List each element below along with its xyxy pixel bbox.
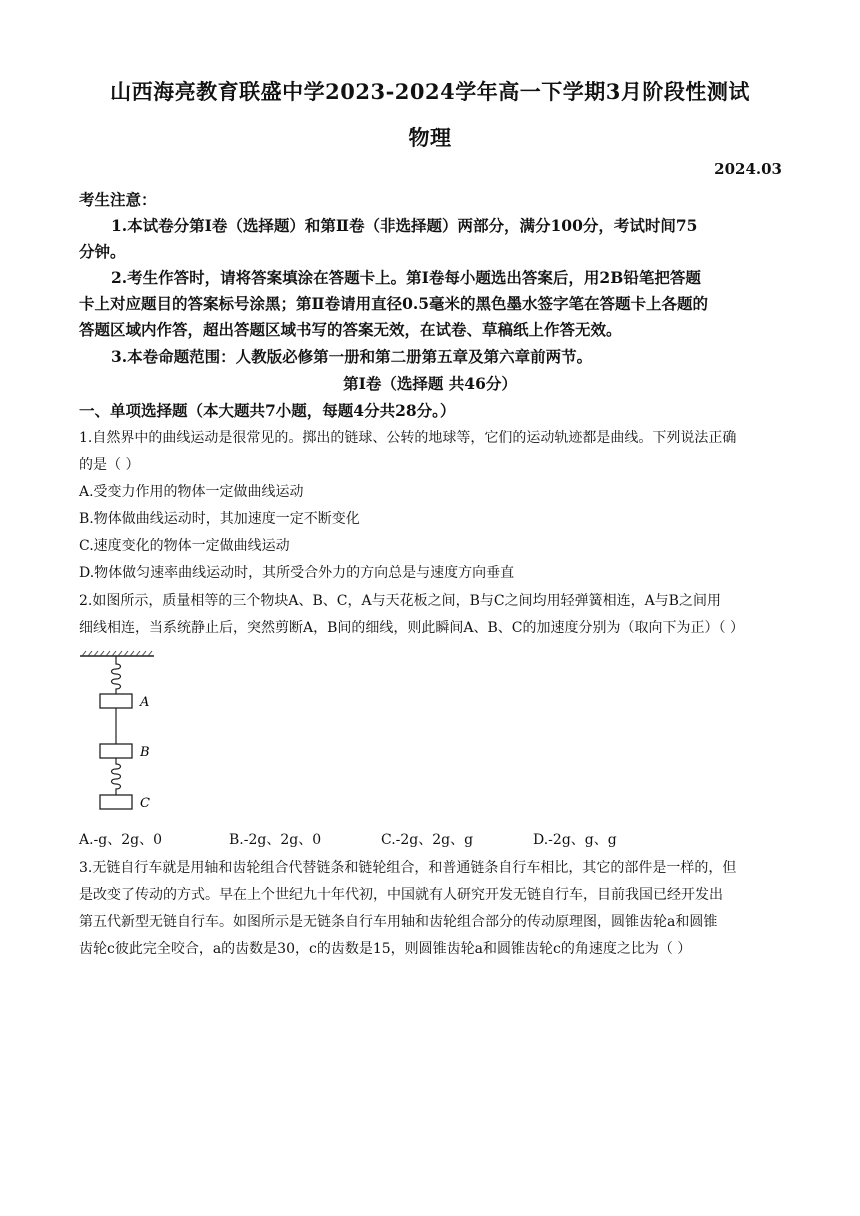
notice-heading: 考生注意：	[79, 190, 157, 209]
q1-stem: 1.自然界中的曲线运动是很常见的。掷出的链球、公转的地球等，它们的运动轨迹都是曲线。下列说法正确	[79, 430, 737, 446]
section-heading: 第Ⅰ卷（选择题 共46分）	[343, 374, 517, 393]
q2-option-b: B.-2g、2g、0	[229, 832, 322, 848]
part-heading: 一、单项选择题（本大题共7小题，每题4分共28分。）	[79, 401, 456, 420]
exam-date: 2024.03	[714, 160, 782, 178]
notice-line: 3.本卷命题范围：人教版必修第一册和第二册第五章及第六章前两节。	[111, 347, 593, 366]
q2-option-c: C.-2g、2g、g	[381, 832, 474, 848]
q1-option-c: C.速度变化的物体一定做曲线运动	[79, 538, 290, 554]
q3-stem: 第五代新型无链自行车。如图所示是无链条自行车用轴和齿轮组合部分的传动原理图，圆锥齿轮a和圆锥	[79, 914, 718, 930]
q1-option-b: B.物体做曲线运动时，其加速度一定不断变化	[79, 511, 360, 527]
spring-block-figure	[76, 648, 176, 818]
label-a: A	[140, 695, 150, 710]
exam-subject: 物理	[408, 125, 452, 150]
q1-stem: 的是（ ）	[79, 457, 140, 473]
q1-option-a: A.受变力作用的物体一定做曲线运动	[79, 484, 304, 500]
block-b	[100, 744, 132, 758]
q1-option-d: D.物体做匀速率曲线运动时，其所受合外力的方向总是与速度方向垂直	[79, 565, 515, 581]
spring-bottom	[112, 758, 121, 795]
notice-line: 2.考生作答时，请将答案填涂在答题卡上。第Ⅰ卷每小题选出答案后，用2B铅笔把答题	[111, 268, 701, 287]
spring-top	[112, 656, 121, 694]
q2-option-a: A.-g、2g、0	[79, 832, 163, 848]
notice-line: 答题区域内作答，超出答题区域书写的答案无效，在试卷、草稿纸上作答无效。	[79, 320, 622, 339]
q3-stem: 3.无链自行车就是用轴和齿轮组合代替链条和链轮组合，和普通链条自行车相比，其它的部件是一样的，但	[79, 860, 737, 876]
q2-stem: 2.如图所示，质量相等的三个物块A、B、C，A与天花板之间，B与C之间均用轻弹簧相连，A与B之间用	[79, 593, 721, 609]
notice-line: 卡上对应题目的答案标号涂黑；第Ⅱ卷请用直径0.5毫米的黑色墨水签字笔在答题卡上各题的	[79, 294, 709, 313]
q2-stem: 细线相连，当系统静止后，突然剪断A，B间的细线，则此瞬间A、B、C的加速度分别为（取向下为正）（ ）	[79, 620, 744, 636]
label-b: B	[140, 745, 150, 760]
label-c: C	[140, 796, 150, 811]
q3-stem: 是改变了传动的方式。早在上个世纪九十年代初，中国就有人研究开发无链自行车，目前我国已经开发出	[79, 887, 723, 903]
q2-option-d: D.-2g、g、g	[533, 832, 617, 848]
block-c	[100, 795, 132, 809]
notice-line: 1.本试卷分第Ⅰ卷（选择题）和第Ⅱ卷（非选择题）两部分，满分100分，考试时间75	[111, 216, 698, 235]
exam-title: 山西海亮教育联盛中学2023-2024学年高一下学期3月阶段性测试	[110, 79, 750, 104]
notice-line: 分钟。	[79, 242, 126, 261]
q3-stem: 齿轮c彼此完全咬合，a的齿数是30，c的齿数是15，则圆锥齿轮a和圆锥齿轮c的角速度之比为（ ）	[79, 941, 692, 957]
block-a	[100, 694, 132, 708]
